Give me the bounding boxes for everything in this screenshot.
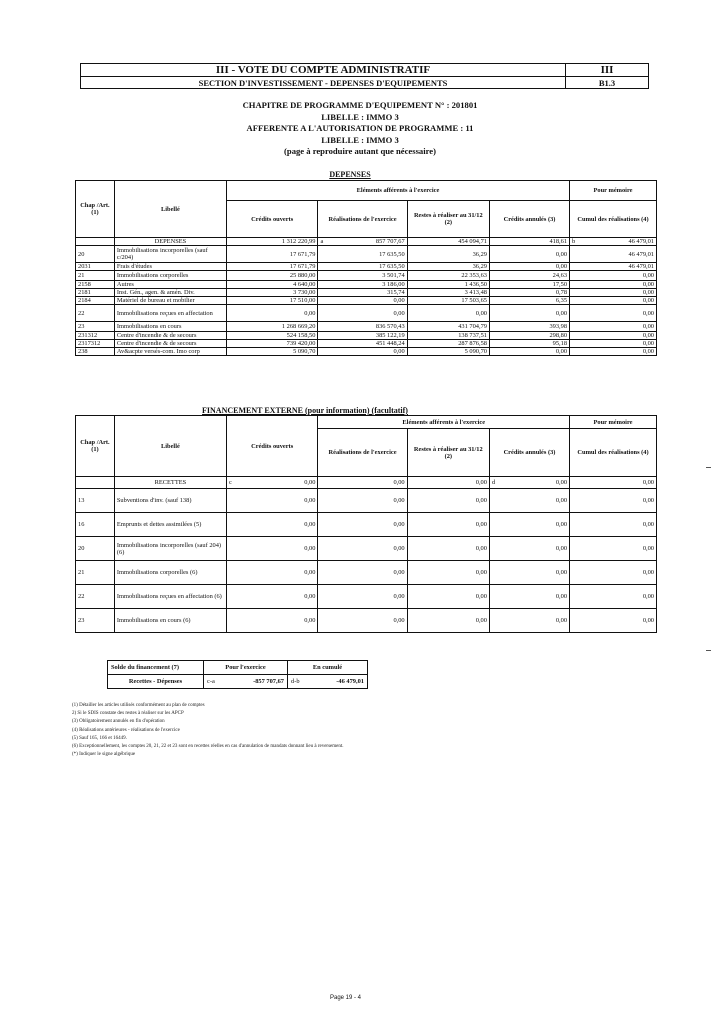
cell-credits-ouverts: 3 730,00 — [226, 289, 317, 297]
fin-col-credits-ouverts: Crédits ouverts — [226, 416, 317, 477]
solde-label: Solde du financement (7) — [108, 661, 204, 675]
cell-realisations: 0,00 — [318, 477, 407, 489]
solde-value-2: -46 479,01 — [336, 678, 364, 685]
cell-chap — [76, 238, 115, 246]
cell-chap: 16 — [76, 513, 115, 537]
cell-chap: 22 — [76, 305, 115, 322]
table-row — [76, 263, 657, 271]
marker-letter: d — [491, 479, 496, 486]
cell-credits-ouverts: 17 671,79 — [226, 246, 317, 263]
fin-col-restes: Restes à réaliser au 31/12 (2) — [407, 429, 489, 477]
cell-chap — [76, 477, 115, 489]
cell-chap: 23 — [76, 322, 115, 332]
chapter-line-2: LIBELLE : IMMO 3 — [321, 111, 399, 122]
cell-restes: 0,00 — [407, 489, 489, 513]
cell-credits-ouverts: 1 268 669,20 — [226, 322, 317, 332]
cell-realisations: 0,00 — [318, 585, 407, 609]
cell-annules: 0,00 — [489, 561, 569, 585]
table-row — [76, 609, 657, 633]
cell-realisations: 0,00 — [318, 609, 407, 633]
cell-restes: 36,29 — [407, 263, 489, 271]
fin-col-realisations: Réalisations de l'exercice — [318, 429, 407, 477]
cell-chap: 2181 — [76, 289, 115, 297]
col-memoire: Pour mémoire — [570, 181, 657, 201]
cell-realisations: 0,00 — [318, 305, 407, 322]
cell-credits-ouverts: 4 640,00 — [226, 281, 317, 289]
cell-restes: 1 436,50 — [407, 281, 489, 289]
cell-libelle: Centre d'incendie & de secours — [114, 340, 226, 348]
cell-annules: 0,00 — [489, 489, 569, 513]
cell-libelle: Matériel de bureau et mobilier — [114, 297, 226, 305]
cell-realisations: 3 186,00 — [318, 281, 407, 289]
col-restes: Restes à réaliser au 31/12 (2) — [407, 201, 489, 238]
cell-value: 0,00 — [304, 479, 316, 486]
cell-chap: 2317312 — [76, 340, 115, 348]
cell-libelle: Frais d'études — [114, 263, 226, 271]
cell-annules: 0,00 — [489, 537, 569, 561]
cell-annules: 0,00 — [489, 609, 569, 633]
cell-restes: 3 413,48 — [407, 289, 489, 297]
cell-restes: 0,00 — [407, 305, 489, 322]
cell-annules: 0,78 — [489, 289, 569, 297]
cell-libelle: Immobilisations en cours — [114, 322, 226, 332]
fin-col-chap: Chap /Art. (1) — [76, 416, 115, 477]
solde-col-exercice: Pour l'exercice — [204, 661, 288, 675]
cell-libelle: Centre d'incendie & de secours — [114, 332, 226, 340]
cell-realisations: 0,00 — [318, 348, 407, 356]
cell-chap: 20 — [76, 246, 115, 263]
cell-annules: 24,63 — [489, 271, 569, 281]
cell-realisations: 451 448,24 — [318, 340, 407, 348]
cell-credits-ouverts: 17 671,79 — [226, 263, 317, 271]
chapter-block — [160, 100, 560, 158]
cell-libelle: Immobilisations corporelles (6) — [114, 561, 226, 585]
cell-restes: 0,00 — [407, 585, 489, 609]
cell-annules: 0,00 — [489, 305, 569, 322]
table-row — [76, 340, 657, 348]
solde-formula-1: c-a — [207, 678, 215, 685]
col-annules: Crédits annulés (3) — [489, 201, 569, 238]
cell-annules — [489, 477, 569, 489]
cell-credits-ouverts: 0,00 — [226, 305, 317, 322]
cell-cumul: 0,00 — [570, 297, 657, 305]
cell-libelle: Immobilisations corporelles — [114, 271, 226, 281]
cell-cumul — [570, 238, 657, 246]
cell-chap: 21 — [76, 271, 115, 281]
cell-cumul: 46 479,01 — [570, 263, 657, 271]
cell-chap: 20 — [76, 537, 115, 561]
footnote: (6) Exceptionnellement, les comptes 20, 21, 22 et 23 sont en recettes réelles en cas d'annulation de mandats donnant lieu à reversement. — [72, 744, 344, 750]
cell-chap: 13 — [76, 489, 115, 513]
marker-letter: b — [572, 238, 576, 245]
cell-cumul: 0,00 — [570, 305, 657, 322]
cell-chap: 2031 — [76, 263, 115, 271]
cell-chap: 23 — [76, 609, 115, 633]
chapter-line-5: (page à reproduire autant que nécessaire) — [284, 146, 436, 156]
table-row — [76, 305, 657, 322]
footnote: (4) Réalisations antérieures - réalisations de l'exercice — [72, 727, 180, 733]
margin-mark — [706, 650, 711, 651]
footnotes — [72, 702, 344, 759]
depenses-section-title: DEPENSES — [329, 170, 371, 179]
table-row — [76, 561, 657, 585]
cell-restes: 431 704,79 — [407, 322, 489, 332]
header-code-block — [566, 64, 648, 88]
cell-credits-ouverts: 17 510,00 — [226, 297, 317, 305]
cell-restes: 36,29 — [407, 246, 489, 263]
solde-formula-2: d-b — [291, 678, 300, 685]
cell-realisations: 3 501,74 — [318, 271, 407, 281]
cell-value: 0,00 — [555, 479, 568, 486]
cell-chap: 21 — [76, 561, 115, 585]
cell-realisations: 0,00 — [318, 561, 407, 585]
cell-realisations: 315,74 — [318, 289, 407, 297]
cell-realisations — [318, 238, 407, 246]
cell-cumul: 0,00 — [570, 585, 657, 609]
table-row — [76, 281, 657, 289]
cell-credits-ouverts: 0,00 — [226, 609, 317, 633]
cell-restes: 5 090,70 — [407, 348, 489, 356]
cell-chap: 2158 — [76, 281, 115, 289]
cell-restes: 454 094,71 — [407, 238, 489, 246]
financement-table — [75, 415, 657, 633]
solde-value-1: -857 707,67 — [253, 678, 284, 685]
cell-cumul: 0,00 — [570, 332, 657, 340]
page-header — [80, 63, 649, 89]
cell-credits-ouverts: 0,00 — [226, 585, 317, 609]
cell-cumul: 0,00 — [570, 289, 657, 297]
table-row — [76, 289, 657, 297]
fin-col-annules: Crédits annulés (3) — [489, 429, 569, 477]
table-row — [76, 246, 657, 263]
solde-cumule-cell — [288, 675, 368, 689]
cell-cumul: 0,00 — [570, 322, 657, 332]
table-row — [76, 332, 657, 340]
cell-libelle: Immobilisations reçues en affectation (6) — [114, 585, 226, 609]
footnote: (3) Obligatoirement annulés en fin d'opération — [72, 719, 165, 725]
cell-credits-ouverts: 0,00 — [226, 561, 317, 585]
table-row — [76, 348, 657, 356]
cell-credits-ouverts: 25 880,00 — [226, 271, 317, 281]
cell-libelle: Immobilisations incorporelles (sauf 204) (6) — [114, 537, 226, 561]
cell-libelle: Subventions d'inv. (sauf 138) — [114, 489, 226, 513]
cell-libelle: Autres — [114, 281, 226, 289]
cell-libelle: Emprunts et dettes assimilées (5) — [114, 513, 226, 537]
cell-cumul: 0,00 — [570, 340, 657, 348]
table-row — [76, 238, 657, 246]
page-number: Page 19 - 4 — [330, 995, 362, 1001]
fin-col-cumul: Cumul des réalisations (4) — [570, 429, 657, 477]
cell-realisations: 385 122,19 — [318, 332, 407, 340]
cell-cumul: 0,00 — [570, 281, 657, 289]
cell-restes: 0,00 — [407, 477, 489, 489]
cell-cumul: 0,00 — [570, 348, 657, 356]
cell-credits-ouverts: 0,00 — [226, 537, 317, 561]
financement-section-title: FINANCEMENT EXTERNE (pour information) (facultatif) — [202, 406, 408, 415]
table-row — [76, 537, 657, 561]
table-row — [76, 585, 657, 609]
cell-annules: 0,00 — [489, 585, 569, 609]
cell-realisations: 17 635,50 — [318, 246, 407, 263]
cell-restes: 0,00 — [407, 537, 489, 561]
col-credits-ouverts: Crédits ouverts — [226, 201, 317, 238]
solde-col-cumule: En cumulé — [288, 661, 368, 675]
cell-libelle: Inst. Gén., agen. & amén. Div. — [114, 289, 226, 297]
cell-annules: 17,50 — [489, 281, 569, 289]
header-subtitle: SECTION D'INVESTISSEMENT - DEPENSES D'EQUIPEMENTS — [198, 78, 448, 88]
header-subcode: B1.3 — [598, 78, 616, 88]
cell-restes: 0,00 — [407, 513, 489, 537]
cell-realisations: 0,00 — [318, 297, 407, 305]
chapter-line-1: CHAPITRE DE PROGRAMME D'EQUIPEMENT N° : 201801 — [242, 100, 478, 110]
cell-chap: 22 — [76, 585, 115, 609]
cell-cumul: 0,00 — [570, 477, 657, 489]
cell-cumul: 0,00 — [570, 561, 657, 585]
table-row — [76, 322, 657, 332]
cell-libelle: Immobilisations en cours (6) — [114, 609, 226, 633]
cell-credits-ouverts: 739 420,00 — [226, 340, 317, 348]
solde-table — [107, 660, 368, 689]
cell-restes: 0,00 — [407, 561, 489, 585]
solde-row-label: Recettes - Dépenses — [108, 675, 204, 689]
table-row — [76, 477, 657, 489]
cell-value: 46 479,01 — [628, 238, 654, 245]
table-row — [76, 271, 657, 281]
fin-col-elements: Eléments afférents à l'exercice — [318, 416, 570, 429]
footnote: 2) Si le SDIS constate des restes à réaliser sur les APCP — [72, 711, 184, 717]
cell-annules: 298,80 — [489, 332, 569, 340]
cell-cumul: 0,00 — [570, 537, 657, 561]
marker-letter: c — [228, 479, 232, 486]
header-title-block — [81, 64, 566, 88]
cell-restes: 17 503,65 — [407, 297, 489, 305]
cell-credits-ouverts — [226, 477, 317, 489]
cell-credits-ouverts: 5 090,70 — [226, 348, 317, 356]
cell-annules: 6,35 — [489, 297, 569, 305]
cell-realisations: 0,00 — [318, 537, 407, 561]
table-row — [76, 513, 657, 537]
solde-exercice-cell — [204, 675, 288, 689]
marker-letter: a — [320, 238, 324, 245]
cell-restes: 0,00 — [407, 609, 489, 633]
cell-restes: 287 876,58 — [407, 340, 489, 348]
fin-col-memoire: Pour mémoire — [570, 416, 657, 429]
chapter-line-3: AFFERENTE A L'AUTORISATION DE PROGRAMME : 11 — [246, 123, 474, 133]
table-row — [76, 489, 657, 513]
cell-credits-ouverts: 0,00 — [226, 513, 317, 537]
cell-realisations: 0,00 — [318, 489, 407, 513]
cell-value: 857 707,67 — [375, 238, 405, 245]
cell-cumul: 46 479,01 — [570, 246, 657, 263]
header-title: III - VOTE DU COMPTE ADMINISTRATIF — [81, 64, 565, 77]
cell-libelle: Immobilisations reçues en affectation — [114, 305, 226, 322]
cell-libelle: Av&acpte versés-com. Imo corp — [114, 348, 226, 356]
cell-realisations: 17 635,50 — [318, 263, 407, 271]
col-chap: Chap /Art. (1) — [76, 181, 115, 238]
footnote: (*) Indiquer le signe algébrique — [72, 752, 136, 758]
cell-libelle: RECETTES — [114, 477, 226, 489]
cell-libelle: DEPENSES — [114, 238, 226, 246]
cell-credits-ouverts: 524 158,50 — [226, 332, 317, 340]
fin-col-libelle: Libellé — [114, 416, 226, 477]
footnote: (5) Sauf 165, 166 et 16449. — [72, 735, 127, 741]
cell-cumul: 0,00 — [570, 513, 657, 537]
col-libelle: Libellé — [114, 181, 226, 238]
cell-cumul: 0,00 — [570, 609, 657, 633]
col-cumul: Cumul des réalisations (4) — [570, 201, 657, 238]
depenses-table — [75, 180, 657, 356]
cell-chap: 2184 — [76, 297, 115, 305]
cell-cumul: 0,00 — [570, 489, 657, 513]
cell-credits-ouverts: 0,00 — [226, 489, 317, 513]
cell-annules: 0,00 — [489, 246, 569, 263]
cell-annules: 418,61 — [489, 238, 569, 246]
cell-annules: 95,18 — [489, 340, 569, 348]
cell-realisations: 836 570,43 — [318, 322, 407, 332]
cell-cumul: 0,00 — [570, 271, 657, 281]
cell-annules: 0,00 — [489, 348, 569, 356]
cell-libelle: Immobilisations incorporelles (sauf c/204) — [114, 246, 226, 263]
cell-restes: 138 737,51 — [407, 332, 489, 340]
footnote: (1) Détailler les articles utilisés conformément au plan de comptes — [72, 703, 205, 708]
table-row — [76, 297, 657, 305]
cell-chap: 238 — [76, 348, 115, 356]
cell-restes: 22 353,63 — [407, 271, 489, 281]
margin-mark — [706, 467, 711, 468]
chapter-line-4: LIBELLE : IMMO 3 — [321, 134, 399, 145]
col-realisations: Réalisations de l'exercice — [318, 201, 407, 238]
cell-credits-ouverts: 1 312 220,99 — [226, 238, 317, 246]
cell-chap: 231312 — [76, 332, 115, 340]
cell-annules: 393,98 — [489, 322, 569, 332]
cell-realisations: 0,00 — [318, 513, 407, 537]
header-code: III — [566, 64, 648, 77]
col-elements: Eléments afférents à l'exercice — [226, 181, 569, 201]
cell-annules: 0,00 — [489, 513, 569, 537]
cell-annules: 0,00 — [489, 263, 569, 271]
